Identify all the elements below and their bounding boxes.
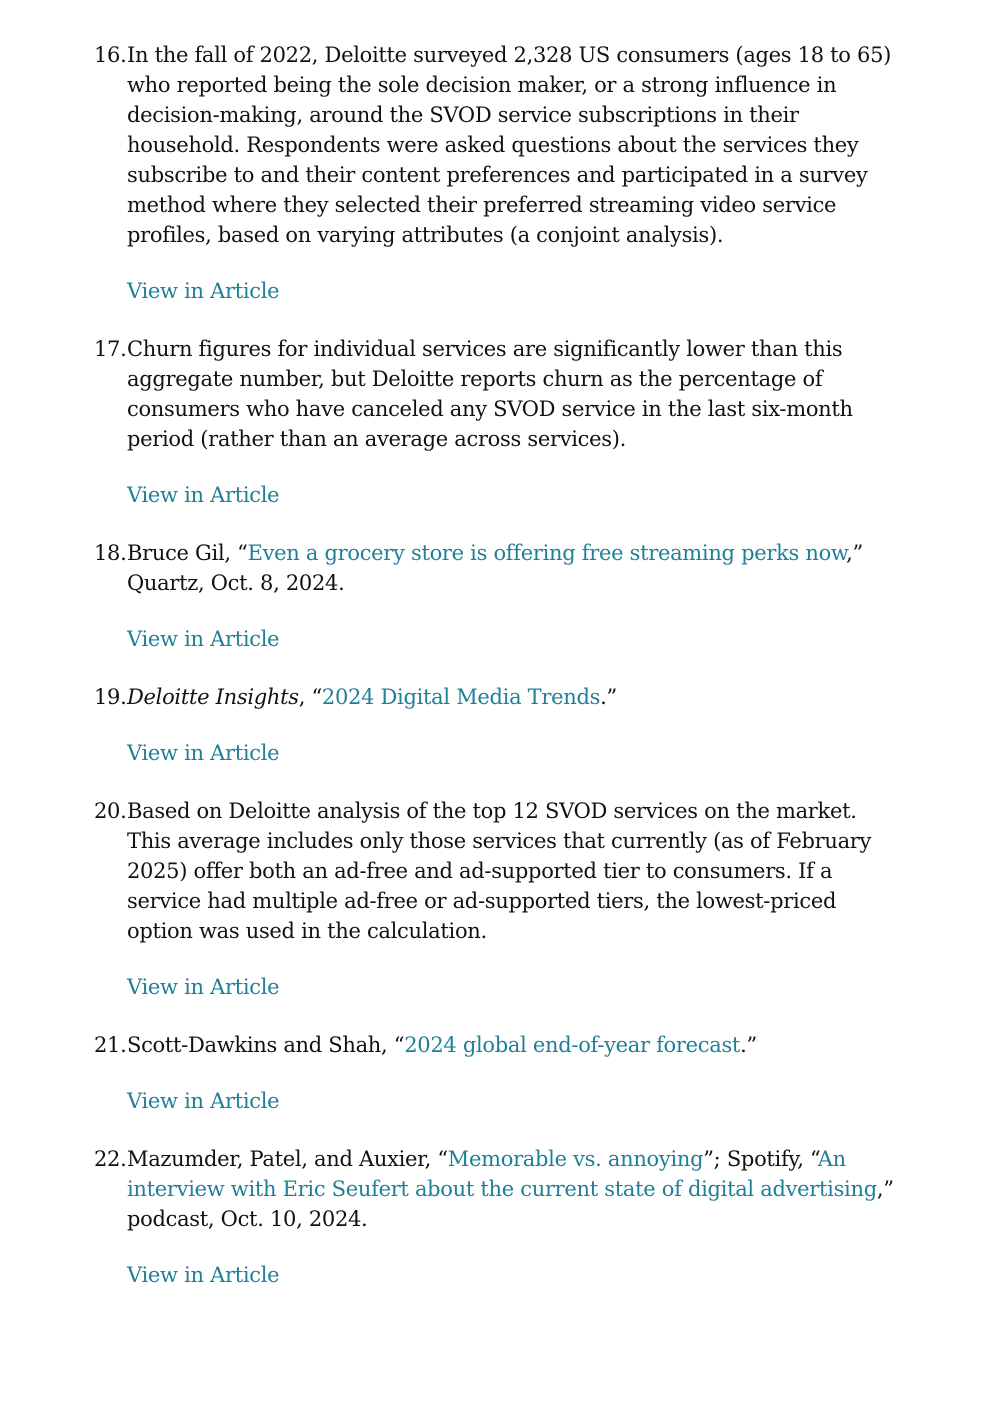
endnote-text-before: Scott-Dawkins and Shah, “ bbox=[127, 1033, 405, 1057]
endnote-text: Based on Deloitte analysis of the top 12 SVOD services on the market. This average includes only those services that currently (as of February 2025) offer both an ad-free and ad-supported tier to consumers. If a service had multiple ad-free or ad-supported tiers, the lowest-priced option was used in the calculation. bbox=[127, 799, 872, 943]
source-link-2[interactable]: An interview with Eric Seufert about the current state of digital advertising bbox=[127, 1147, 877, 1201]
endnotes-list bbox=[94, 40, 894, 1290]
view-in-article-link[interactable]: View in Article bbox=[127, 741, 280, 765]
endnote-19 bbox=[94, 682, 894, 768]
source-link[interactable]: Memorable vs. annoying bbox=[447, 1147, 704, 1171]
endnote-text-after: .” bbox=[600, 685, 617, 709]
source-link[interactable]: Even a grocery store is offering free streaming perks now bbox=[247, 541, 847, 565]
endnote-text-before: Mazumder, Patel, and Auxier, “ bbox=[127, 1147, 448, 1171]
endnote-text bbox=[127, 1144, 894, 1234]
endnote-number: 17. bbox=[94, 337, 127, 361]
endnote-text-middle: ”; Spotify, “ bbox=[703, 1147, 818, 1171]
endnote-18 bbox=[94, 538, 894, 654]
endnote-text bbox=[127, 538, 894, 598]
view-in-article-link[interactable]: View in Article bbox=[127, 483, 280, 507]
endnote-17 bbox=[94, 334, 894, 510]
endnote-number: 18. bbox=[94, 541, 127, 565]
endnote-number: 19. bbox=[94, 685, 127, 709]
view-in-article-link[interactable]: View in Article bbox=[127, 1089, 280, 1113]
endnote-text: Churn figures for individual services are significantly lower than this aggregate number, but Deloitte reports churn as the percentage of consumers who have canceled any SVOD service in the last six-month period (rather than an average across services). bbox=[127, 337, 853, 451]
endnote-21 bbox=[94, 1030, 894, 1116]
endnote-text bbox=[127, 1030, 894, 1060]
endnote-number: 16. bbox=[94, 43, 127, 67]
endnote-16 bbox=[94, 40, 894, 306]
source-link[interactable]: 2024 Digital Media Trends bbox=[321, 685, 601, 709]
endnote-text-after: ,” podcast, Oct. 10, 2024. bbox=[127, 1177, 894, 1231]
endnote-number: 22. bbox=[94, 1147, 127, 1171]
endnote-20 bbox=[94, 796, 894, 1002]
endnote-number: 21. bbox=[94, 1033, 127, 1057]
view-in-article-link[interactable]: View in Article bbox=[127, 1263, 280, 1287]
endnote-text-after: ,” Quartz, Oct. 8, 2024. bbox=[127, 541, 863, 595]
view-in-article-link[interactable]: View in Article bbox=[127, 975, 280, 999]
publication-title: Deloitte Insights bbox=[127, 685, 299, 709]
view-in-article-link[interactable]: View in Article bbox=[127, 279, 280, 303]
endnote-text-before: , “ bbox=[298, 685, 322, 709]
endnote-text-before: Bruce Gil, “ bbox=[127, 541, 248, 565]
endnote-number: 20. bbox=[94, 799, 127, 823]
endnote-22 bbox=[94, 1144, 894, 1290]
view-in-article-link[interactable]: View in Article bbox=[127, 627, 280, 651]
endnote-text: In the fall of 2022, Deloitte surveyed 2,328 US consumers (ages 18 to 65) who reported being the sole decision maker, or a strong influence in decision-making, around the SVOD service subscriptions in their household. Respondents were asked questions about the services they subscribe to and their content preferences and participated in a survey method where they selected their preferred streaming video service profiles, based on varying attributes (a conjoint analysis). bbox=[127, 43, 892, 247]
source-link[interactable]: 2024 global end-of-year forecast bbox=[404, 1033, 741, 1057]
endnote-text bbox=[127, 682, 894, 712]
endnote-text-after: .” bbox=[740, 1033, 757, 1057]
